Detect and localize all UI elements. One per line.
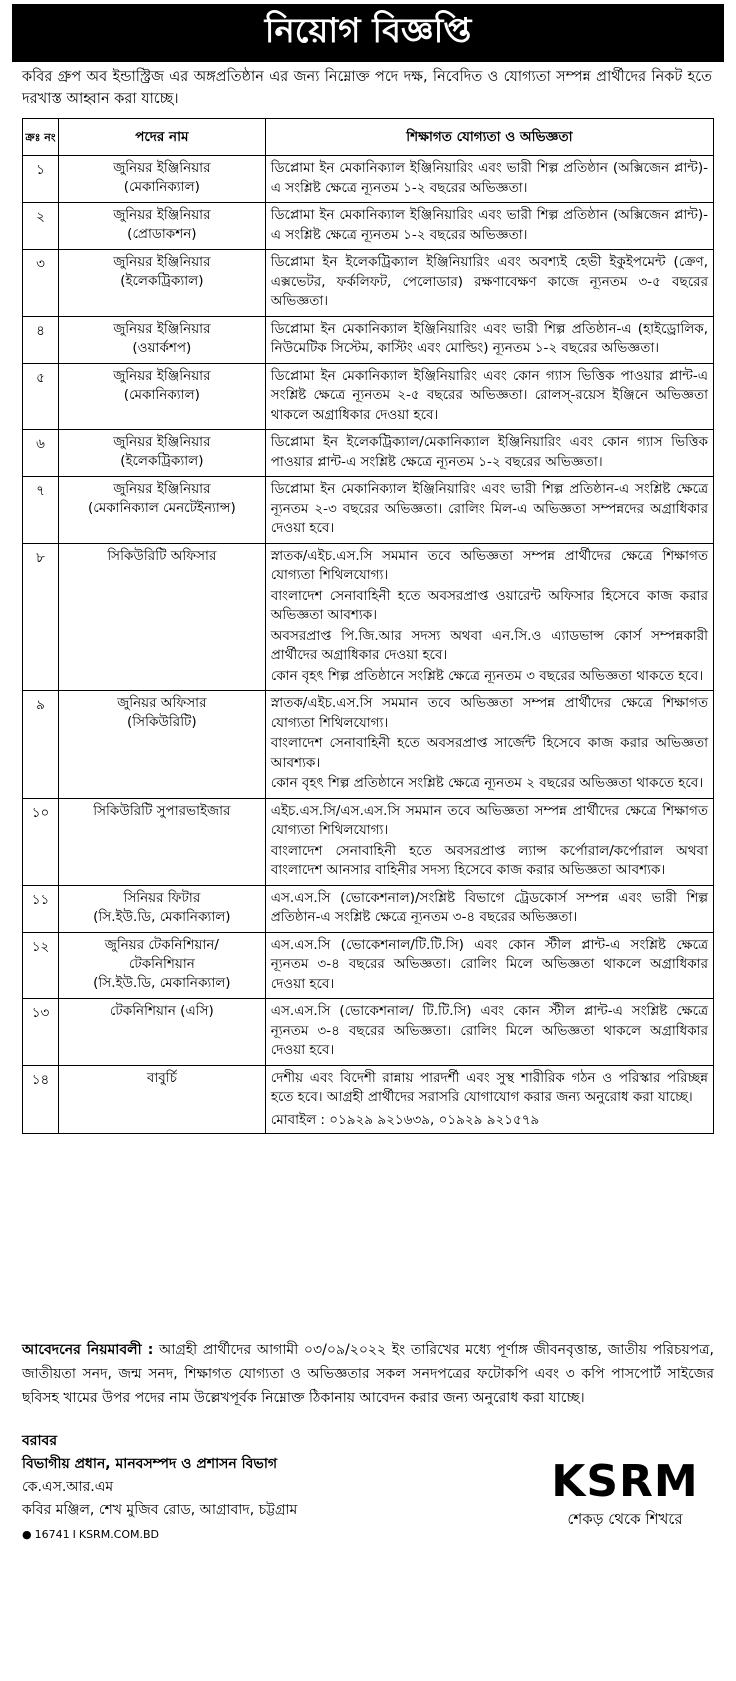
brand-block [540, 1458, 710, 1533]
post-name-line: জুনিয়র ইঞ্জিনিয়ার [113, 254, 211, 270]
post-name-line: জুনিয়র ইঞ্জিনিয়ার [113, 207, 211, 223]
post-name [58, 885, 265, 932]
post-name [58, 430, 265, 477]
qualification [265, 932, 713, 999]
rules-text: আগ্রহী প্রার্থীদের আগামী ০৩/০৯/২০২২ ইং তারিখের মধ্যে পূর্ণাঙ্গ জীবনবৃত্তান্ত, জাতীয় পরিচয়পত্র, জাতীয়তা সনদ, জন্ম সনদ, শিক্ষাগত যোগ্যতা ও অভিজ্ঞতার সকল সনদপত্রের ফটোকপি এবং ৩ কপি পাসপোর্ট সাইজের ছবিসহ খামের উপর পদের নাম উল্লেখপূর্বক নিম্নোক্ত ঠিকানায় আবেদন করার জন্য অনুরোধ করা যাচ্ছে। [22, 1342, 714, 1406]
qualification-paragraph: ডিপ্লোমা ইন মেকানিক্যাল ইঞ্জিনিয়ারিং এবং ভারী শিল্প প্রতিষ্ঠান-এ (হাইড্রোলিক, নিউমেটিক সিস্টেম, কাস্টিং এবং মোল্ডিং) ন্যূনতম ১-২ বছরের অভিজ্ঞতা। [270, 320, 708, 356]
qualification [265, 1065, 713, 1134]
post-name-line: সিকিউরিটি সুপারভাইজার [93, 802, 231, 819]
post-name [58, 250, 265, 317]
qualification-paragraph: ডিপ্লোমা ইন মেকানিক্যাল ইঞ্জিনিয়ারিং এবং ভারী শিল্প প্রতিষ্ঠান (অক্সিজেন প্লান্ট)-এ সংশ্লিষ্ট ক্ষেত্রে ন্যূনতম ১-২ বছরের অভিজ্ঞতা। [270, 160, 708, 196]
qualification-paragraph: ডিপ্লোমা ইন মেকানিক্যাল ইঞ্জিনিয়ারিং এবং ভারী শিল্প প্রতিষ্ঠান-এ সংশ্লিষ্ট ক্ষেত্রে ন্যূনতম ২-৩ বছরের অভিজ্ঞতা। রোলিং মিল-এ অভিজ্ঞতা সম্পন্নদের অগ্রাধিকার দেওয়া হবে। [270, 481, 708, 536]
post-name [58, 477, 265, 544]
serial-number: ৮ [23, 543, 59, 691]
post-name [58, 798, 265, 885]
post-name-line: (সি.ইউ.ডি, মেকানিক্যাল) [93, 974, 231, 991]
post-name-line: (ইলেকট্রিক্যাল) [120, 453, 204, 469]
qualification-paragraph: এস.এস.সি (ভোকেশনাল/টি.টি.সি) এবং কোন স্টীল প্লান্ট-এ সংশ্লিষ্ট ক্ষেত্রে ন্যূনতম ৩-৪ বছরের অভিজ্ঞতা। রোলিং মিলে অভিজ্ঞতা থাকলে অগ্রাধিকার দেওয়া হবে। [270, 936, 708, 992]
table-row [23, 691, 714, 799]
application-rules [22, 1338, 714, 1410]
serial-number: ৯ [23, 691, 59, 799]
mobile-numbers: মোবাইল : ০১৯২৯ ৯২১৬৩৯, ০১৯২৯ ৯২১৫৭৯ [270, 1111, 540, 1128]
post-name-line: (মেকানিক্যাল) [123, 179, 200, 195]
qualification [265, 156, 713, 203]
table-row [23, 363, 714, 430]
address-dept: বিভাগীয় প্রধান, মানবসম্পদ ও প্রশাসন বিভাগ [22, 1456, 278, 1472]
table-row [23, 798, 714, 885]
qualification-paragraph: দেশীয় এবং বিদেশী রান্নায় পারদর্শী এবং সুস্থ শারীরিক গঠন ও পরিস্কার পরিচ্ছন্ন হতে হবে। আগ্রহী প্রার্থীদের সরাসরি যোগাযোগ করার জন্য অনুরোধ করা যাচ্ছে। [270, 1069, 708, 1105]
post-name [58, 203, 265, 250]
post-name-line: (মেকানিক্যাল মেনটেইন্যান্স) [87, 500, 236, 516]
address-location: কবির মঞ্জিল, শেখ মুজিব রোড, আগ্রাবাদ, চট্টগ্রাম [22, 1502, 298, 1518]
qualification-paragraph: কোন বৃহৎ শিল্প প্রতিষ্ঠানে সংশ্লিষ্ট ক্ষেত্রে ন্যূনতম ৩ বছরের অভিজ্ঞতা থাকতে হবে। [270, 667, 704, 684]
address-org: কে.এস.আর.এম [22, 1479, 114, 1495]
table-row [23, 543, 714, 691]
qualification [265, 885, 713, 932]
qualification [265, 691, 713, 799]
qualification-paragraph: স্নাতক/এইচ.এস.সি সমমান তবে অভিজ্ঞতা সম্পন্ন প্রার্থীদের ক্ষেত্রে শিক্ষাগত যোগ্যতা শিথিলযোগ্য। [270, 547, 708, 583]
table-row [23, 999, 714, 1066]
qualification-paragraph: এস.এস.সি (ভোকেশনাল/ টি.টি.সি) এবং কোন স্টীল প্লান্ট-এ সংশ্লিষ্ট ক্ষেত্রে ন্যূনতম ৩-৪ বছরের অভিজ্ঞতা। রোলিং মিলে অভিজ্ঞতা থাকলে অগ্রাধিকার দেওয়া হবে। [270, 1003, 708, 1058]
qualification [265, 363, 713, 430]
post-name [58, 363, 265, 430]
vacancy-table [22, 118, 714, 1134]
address-to: বরাবর [22, 1433, 58, 1449]
post-name-line: (মেকানিক্যাল) [123, 386, 200, 403]
serial-number: ৪ [23, 316, 59, 363]
qualification-paragraph: ডিপ্লোমা ইন মেকানিক্যাল ইঞ্জিনিয়ারিং এবং কোন গ্যাস ভিত্তিক পাওয়ার প্লান্ট-এ সংশ্লিষ্ট ক্ষেত্রে ন্যূনতম ২-৫ বছরের অভিজ্ঞতা। রোলস্-রয়েস ইঞ্জিনে অভিজ্ঞতা থাকলে অগ্রাধিকার দেওয়া হবে। [270, 367, 708, 423]
post-name-line: (ওয়ার্কশপ) [132, 339, 192, 356]
post-name [58, 691, 265, 799]
serial-number: ৭ [23, 477, 59, 544]
table-row [23, 932, 714, 999]
qualification-paragraph: এইচ.এস.সি/এস.এস.সি সমমান তবে অভিজ্ঞতা সম্পন্ন প্রার্থীদের ক্ষেত্রে শিক্ষাগত যোগ্যতা শিথিলযোগ্য। [270, 802, 708, 838]
qualification-paragraph: বাংলাদেশ সেনাবাহিনী হতে অবসরপ্রাপ্ত সার্জেন্ট হিসেবে কাজ করার অভিজ্ঞতা আবশ্যক। [270, 735, 708, 771]
post-name-line: জুনিয়র ইঞ্জিনিয়ার [113, 434, 211, 450]
post-name [58, 316, 265, 363]
copyright-circle-icon: ● [22, 1528, 32, 1541]
header-post: পদের নাম [58, 119, 265, 156]
table-row [23, 156, 714, 203]
table-row [23, 885, 714, 932]
serial-number: ১৩ [23, 999, 59, 1066]
serial-number: ১২ [23, 932, 59, 999]
table-row [23, 1065, 714, 1134]
post-name-line: জুনিয়র টেকনিশিয়ান/ [104, 936, 219, 953]
qualification [265, 798, 713, 885]
table-row [23, 203, 714, 250]
header-serial: ক্রঃ নং [23, 119, 59, 156]
header-qualification: শিক্ষাগত যোগ্যতা ও অভিজ্ঞতা [265, 119, 713, 156]
serial-number: ৬ [23, 430, 59, 477]
footnote [22, 1528, 159, 1541]
serial-number: ৩ [23, 250, 59, 317]
post-name-line: টেকনিশিয়ান [128, 955, 195, 972]
website: KSRM.COM.BD [78, 1528, 160, 1541]
post-name [58, 156, 265, 203]
post-name-line: বাবুর্চি [146, 1069, 177, 1086]
post-name-line: টেকনিশিয়ান (এসি) [109, 1003, 214, 1019]
post-name-line: (সি.ইউ.ডি, মেকানিক্যাল) [93, 908, 231, 925]
post-name-line: সিনিয়র ফিটার [123, 889, 201, 906]
qualification [265, 999, 713, 1066]
table-header-row [23, 119, 714, 156]
serial-number: ১৪ [23, 1065, 59, 1134]
table-row [23, 316, 714, 363]
qualification-paragraph: এস.এস.সি (ভোকেশনাল)/সংশ্লিষ্ট বিভাগে ট্রেডকোর্স সম্পন্ন এবং ভারী শিল্প প্রতিষ্ঠান-এ সংশ্লিষ্ট ক্ষেত্রে ন্যূনতম ৩-৪ বছরের অভিজ্ঞতা। [270, 889, 708, 925]
table-row [23, 430, 714, 477]
post-name-line: সিকিউরিটি অফিসার [107, 547, 217, 564]
serial-number: ১ [23, 156, 59, 203]
qualification-paragraph: বাংলাদেশ সেনাবাহিনী হতে অবসরপ্রাপ্ত ওয়ারেন্ট অফিসার হিসেবে কাজ করার অভিজ্ঞতা আবশ্যক। [270, 587, 708, 623]
post-name-line: (সিকিউরিটি) [127, 714, 197, 730]
qualification-paragraph: কোন বৃহৎ শিল্প প্রতিষ্ঠানে সংশ্লিষ্ট ক্ষেত্রে ন্যূনতম ২ বছরের অভিজ্ঞতা থাকতে হবে। [270, 775, 704, 791]
qualification-paragraph: ডিপ্লোমা ইন মেকানিক্যাল ইঞ্জিনিয়ারিং এবং ভারী শিল্প প্রতিষ্ঠান (অক্সিজেন প্লান্ট)-এ সংশ্লিষ্ট ক্ষেত্রে ন্যূনতম ১-২ বছরের অভিজ্ঞতা। [270, 207, 708, 243]
qualification [265, 316, 713, 363]
brand-tagline: শেকড় থেকে শিখরে [567, 1510, 683, 1528]
qualification-paragraph: বাংলাদেশ সেনাবাহিনী হতে অবসরপ্রাপ্ত ল্যান্স কর্পোরাল/কর্পোরাল অথবা বাংলাদেশ আনসার বাহিনীর সদস্য হিসেবে কাজ করার অভিজ্ঞতা আবশ্যক। [270, 842, 708, 878]
qualification-paragraph: ডিপ্লোমা ইন ইলেকট্রিক্যাল/মেকানিক্যাল ইঞ্জিনিয়ারিং এবং কোন গ্যাস ভিত্তিক পাওয়ার প্লান্ট-এ সংশ্লিষ্ট ক্ষেত্রে ন্যূনতম ১-২ বছরের অভিজ্ঞতা। [270, 434, 708, 470]
qualification [265, 203, 713, 250]
serial-number: ১০ [23, 798, 59, 885]
rules-label: আবেদনের নিয়মাবলী : [22, 1342, 154, 1358]
qualification-paragraph: স্নাতক/এইচ.এস.সি সমমান তবে অভিজ্ঞতা সম্পন্ন প্রার্থীদের ক্ষেত্রে শিক্ষাগত যোগ্যতা শিথিলযোগ্য। [270, 695, 708, 731]
ad-code: 16741 [34, 1528, 70, 1541]
footnote-separator: I [72, 1528, 76, 1541]
qualification-paragraph: ডিপ্লোমা ইন ইলেকট্রিক্যাল ইঞ্জিনিয়ারিং এবং অবশ্যই হেভী ইকুইপমেন্ট (ক্রেণ, এক্সভেটর, ফর্কলিফট, পেলোডার) রক্ষণাবেক্ষণ কাজে ন্যূনতম ৩-৫ বছরের অভিজ্ঞতা। [270, 254, 708, 309]
serial-number: ৫ [23, 363, 59, 430]
post-name [58, 543, 265, 691]
post-name-line: জুনিয়র ইঞ্জিনিয়ার [113, 481, 211, 497]
post-name-line: জুনিয়র ইঞ্জিনিয়ার [113, 160, 211, 176]
post-name-line: (ইলেকট্রিক্যাল) [120, 273, 204, 289]
post-name-line: জুনিয়র ইঞ্জিনিয়ার [113, 367, 211, 384]
intro-text: কবির গ্রুপ অব ইন্ডাস্ট্রিজ এর অঙ্গপ্রতিষ্ঠান এর জন্য নিম্নোক্ত পদে দক্ষ, নিবেদিত ও যোগ্যতা সম্পন্ন প্রার্থীদের নিকট হতে দরখাস্ত আহ্বান করা যাচ্ছে। [22, 69, 712, 107]
post-name [58, 932, 265, 999]
qualification-paragraph: অবসরপ্রাপ্ত পি.জি.আর সদস্য অথবা এন.সি.ও এ্যাডভান্স কোর্স সম্পন্নকারী প্রার্থীদের অগ্রাধিকার দেওয়া হবে। [270, 627, 708, 663]
qualification [265, 543, 713, 691]
table-row [23, 477, 714, 544]
qualification [265, 477, 713, 544]
post-name-line: জুনিয়র অফিসার [117, 695, 207, 711]
post-name [58, 1065, 265, 1134]
address-block [22, 1430, 297, 1522]
page-title: নিয়োগ বিজ্ঞপ্তি [12, 4, 724, 62]
company-logo: KSRM [551, 1456, 699, 1507]
post-name-line: জুনিয়র ইঞ্জিনিয়ার [113, 320, 211, 337]
serial-number: ১১ [23, 885, 59, 932]
table-row [23, 250, 714, 317]
qualification [265, 250, 713, 317]
post-name-line: (প্রোডাকশন) [127, 226, 197, 242]
qualification [265, 430, 713, 477]
post-name [58, 999, 265, 1066]
serial-number: ২ [23, 203, 59, 250]
